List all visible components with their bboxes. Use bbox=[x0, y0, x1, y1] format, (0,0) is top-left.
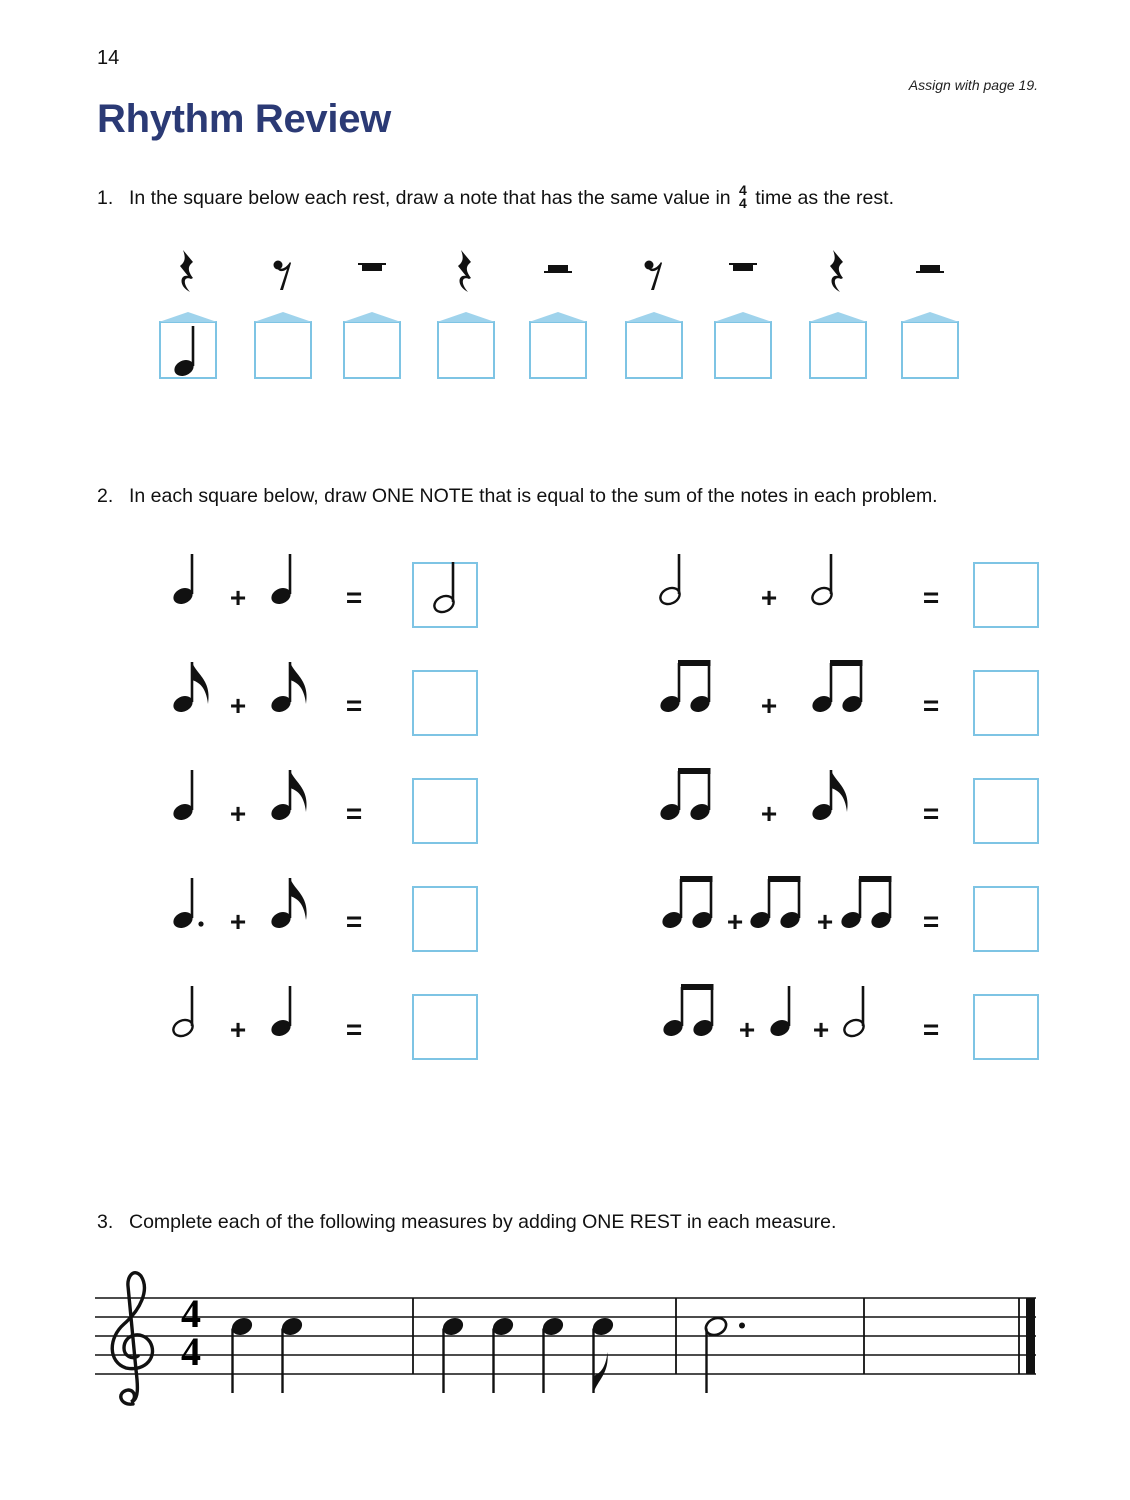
plus-sign: + bbox=[760, 690, 778, 721]
plus-sign: + bbox=[229, 906, 247, 937]
quarter-note bbox=[440, 1315, 466, 1393]
quarter-note bbox=[279, 1315, 305, 1393]
plus-sign: + bbox=[229, 582, 247, 613]
instruction-text-end: time as the rest. bbox=[755, 187, 894, 210]
equals-sign: = bbox=[345, 582, 363, 613]
time-signature-top: 4 bbox=[181, 1291, 201, 1336]
plus-sign: + bbox=[760, 582, 778, 613]
exercise-number: 3. bbox=[97, 1211, 114, 1233]
time-signature: 4 4 bbox=[739, 182, 747, 211]
plus-sign: + bbox=[760, 798, 778, 829]
page-number: 14 bbox=[97, 47, 120, 69]
plus-sign: + bbox=[726, 906, 744, 937]
equals-sign: = bbox=[922, 1014, 940, 1045]
plus-sign: + bbox=[738, 1014, 756, 1045]
quarter-note bbox=[490, 1315, 516, 1393]
dotted-half-note bbox=[703, 1315, 745, 1393]
equals-sign: = bbox=[345, 798, 363, 829]
treble-clef-icon bbox=[112, 1273, 152, 1404]
page-title: Rhythm Review bbox=[97, 97, 391, 141]
instruction-text: In the square below each rest, draw a note that has the same value in bbox=[129, 187, 731, 210]
plus-sign: + bbox=[229, 1014, 247, 1045]
time-signature-bottom: 4 bbox=[181, 1329, 201, 1374]
final-barline-thick bbox=[1026, 1298, 1035, 1374]
quarter-note bbox=[229, 1315, 255, 1393]
equals-sign: = bbox=[922, 582, 940, 613]
equals-sign: = bbox=[922, 690, 940, 721]
plus-sign: + bbox=[816, 906, 834, 937]
equals-sign: = bbox=[922, 906, 940, 937]
eighth-note bbox=[590, 1315, 616, 1393]
equals-sign: = bbox=[345, 690, 363, 721]
instruction-text: In each square below, draw ONE NOTE that is equal to the sum of the notes in each problem. bbox=[129, 485, 938, 507]
exercise-number: 1. bbox=[97, 187, 114, 210]
plus-sign: + bbox=[229, 690, 247, 721]
equals-sign: = bbox=[922, 798, 940, 829]
instruction-text: Complete each of the following measures by adding ONE REST in each measure. bbox=[129, 1211, 837, 1233]
equals-sign: = bbox=[345, 1014, 363, 1045]
assign-note: Assign with page 19. bbox=[908, 77, 1038, 93]
exercise-number: 2. bbox=[97, 485, 114, 507]
equals-sign: = bbox=[345, 906, 363, 937]
plus-sign: + bbox=[812, 1014, 830, 1045]
quarter-note bbox=[540, 1315, 566, 1393]
plus-sign: + bbox=[229, 798, 247, 829]
